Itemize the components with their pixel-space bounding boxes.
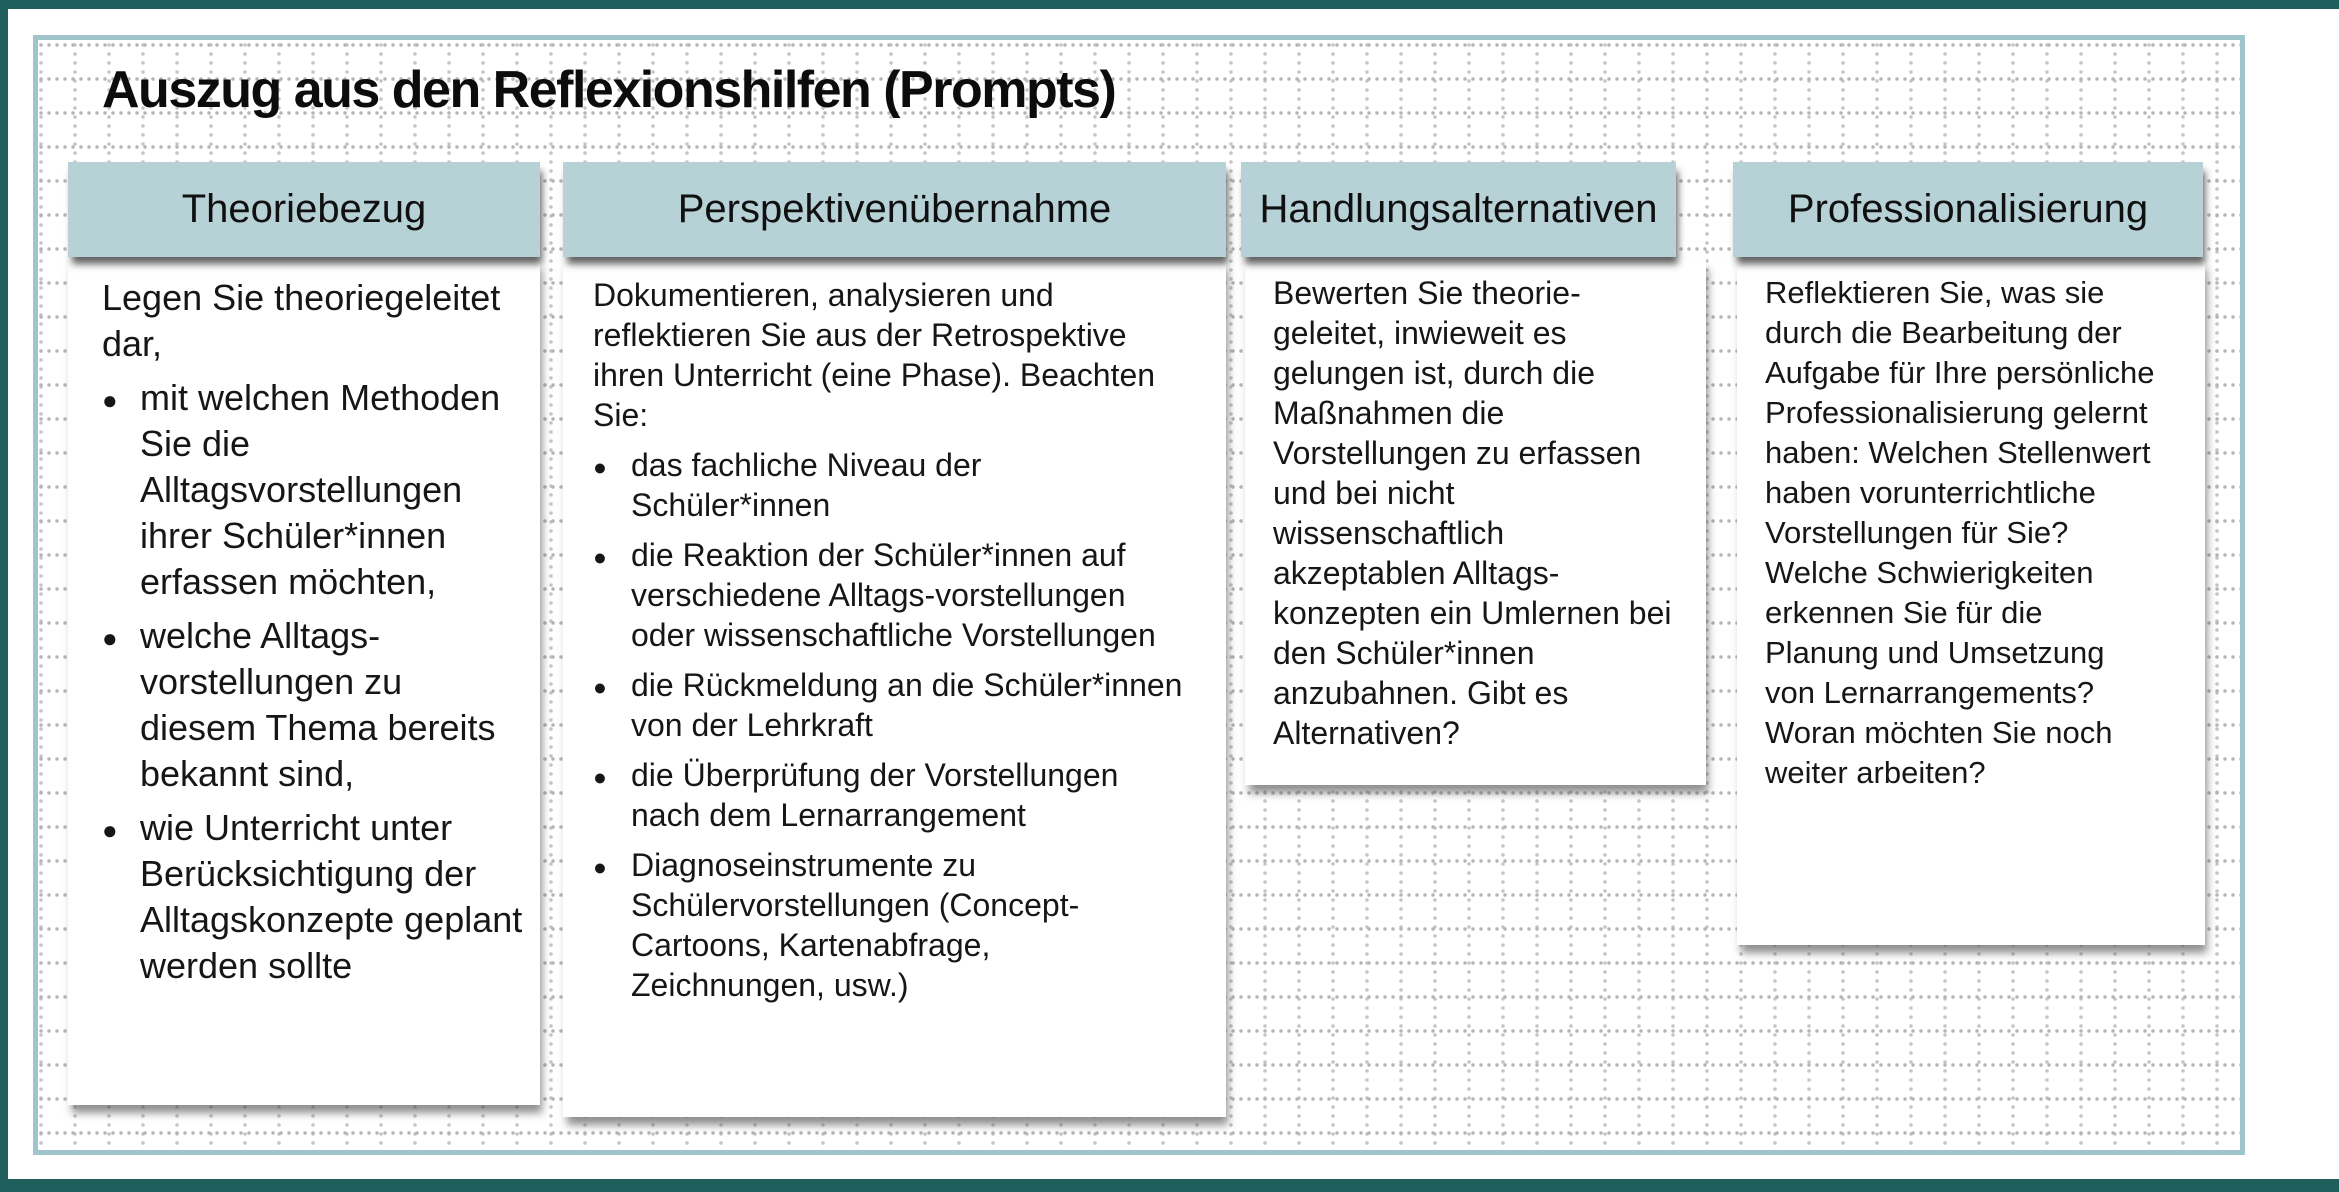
bullet-text: mit welchen Methoden Sie die Alltagsvorstellungen ihrer Schüler*innen erfassen möchten, bbox=[140, 377, 501, 602]
bullet-icon bbox=[593, 445, 631, 488]
bullet-icon bbox=[102, 805, 140, 855]
bullet-icon bbox=[593, 535, 631, 578]
bullet-icon bbox=[102, 375, 140, 425]
column-body-handlungsalternativen bbox=[1245, 259, 1706, 785]
bullet-icon bbox=[593, 845, 631, 888]
column-header-perspektivenuebernahme: Perspektivenübernahme bbox=[563, 162, 1226, 257]
column-body-theoriebezug bbox=[68, 259, 540, 1105]
bullet-text: welche Alltags-vorstellungen zu diesem Thema bereits bekannt sind, bbox=[140, 615, 496, 794]
bullet-text: die Überprüfung der Vorstellungen nach dem Lernarrangement bbox=[631, 757, 1119, 833]
bullet-text: wie Unterricht unter Berücksichtigung der Alltagskonzepte geplant werden sollte bbox=[140, 807, 523, 986]
bullet-text: die Reaktion der Schüler*innen auf verschiedene Alltags-vorstellungen oder wissenschaftliche Vorstellungen bbox=[631, 537, 1156, 653]
bullet-item bbox=[593, 845, 1186, 1005]
column-intro: Dokumentieren, analysieren und reflektieren Sie aus der Retrospektive ihren Unterricht (eine Phase). Beachten Sie: bbox=[593, 277, 1156, 433]
bullet-text: Diagnoseinstrumente zu Schülervorstellungen (Concept-Cartoons, Kartenabfrage, Zeichnungen, usw.) bbox=[631, 847, 1080, 1003]
column-intro: Legen Sie theoriegeleitet dar, bbox=[102, 277, 501, 364]
bullet-item bbox=[593, 535, 1186, 655]
bullet-item bbox=[593, 445, 1186, 525]
column-body-professionalisierung bbox=[1737, 259, 2205, 945]
bullet-icon bbox=[102, 613, 140, 663]
bullet-item bbox=[102, 805, 524, 989]
frame-bottom-border bbox=[0, 1179, 2339, 1192]
bullet-icon bbox=[593, 665, 631, 708]
page-title: Auszug aus den Reflexionshilfen (Prompts) bbox=[102, 61, 1116, 119]
bullet-item bbox=[102, 375, 524, 605]
frame-left-border bbox=[0, 0, 8, 1192]
column-header-professionalisierung: Professionalisierung bbox=[1733, 162, 2203, 257]
bullet-item bbox=[102, 613, 524, 797]
bullet-text: das fachliche Niveau der Schüler*innen bbox=[631, 447, 982, 523]
column-header-theoriebezug: Theoriebezug bbox=[68, 162, 540, 257]
bullet-item bbox=[593, 665, 1186, 745]
bullet-text: die Rückmeldung an die Schüler*innen von der Lehrkraft bbox=[631, 667, 1183, 743]
frame-top-border bbox=[0, 0, 2339, 9]
column-body-perspektivenuebernahme bbox=[563, 259, 1226, 1117]
bullet-icon bbox=[593, 755, 631, 798]
column-intro: Reflektieren Sie, was sie durch die Bearbeitung der Aufgabe für Ihre persönliche Professionalisierung gelernt haben: Welchen Stellenwert haben vorunterrichtliche Vorstellungen für Sie? Welche Schwierigkeiten erkennen Sie für die Planung und Umsetzung von Lernarrangements? Woran möchten Sie noch weiter arbeiten? bbox=[1765, 275, 2155, 790]
column-header-handlungsalternativen: Handlungsalternativen bbox=[1241, 162, 1676, 257]
column-intro: Bewerten Sie theorie-geleitet, inwieweit es gelungen ist, durch die Maßnahmen die Vorstellungen zu erfassen und bei nicht wissenschaftlich akzeptablen Alltags-konzepten ein Umlernen bei den Schüler*innen anzubahnen. Gibt es Alternativen? bbox=[1273, 275, 1672, 751]
bullet-item bbox=[593, 755, 1186, 835]
